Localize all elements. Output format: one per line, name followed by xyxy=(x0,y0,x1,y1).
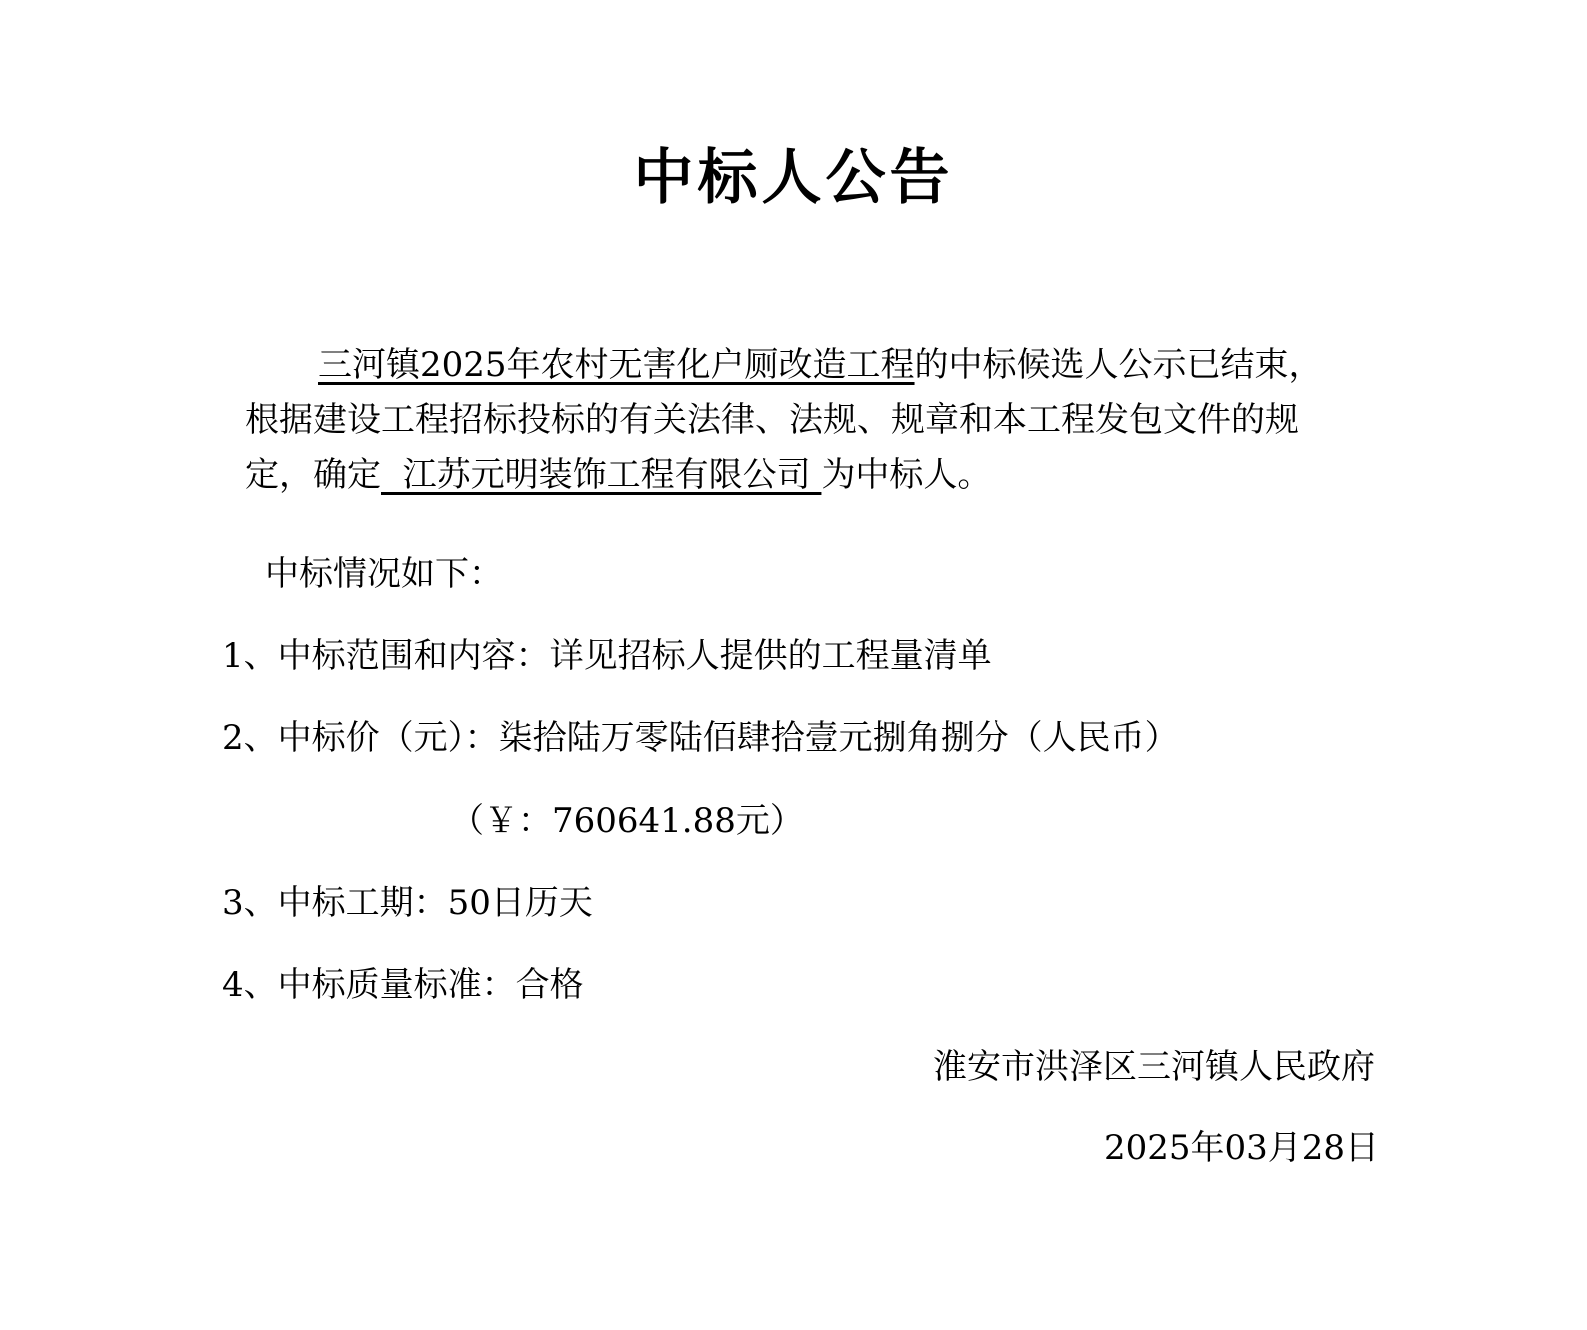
item-label: 3、中标工期： xyxy=(222,883,448,923)
item-price-numeric xyxy=(450,799,804,843)
winner-name: 江苏元明装饰工程有限公司 xyxy=(381,455,822,495)
item-value: 合格 xyxy=(515,965,584,1005)
intro-text-end: 为中标人。 xyxy=(821,455,992,495)
item-duration xyxy=(222,881,593,925)
item-value: 柒拾陆万零陆佰肆拾壹元捌角捌分（人民币） xyxy=(498,718,1179,758)
project-name: 三河镇2025年农村无害化户厕改造工程 xyxy=(318,345,915,385)
issuer: 淮安市洪泽区三河镇人民政府 xyxy=(933,1047,1375,1087)
item-label: 4、中标质量标准： xyxy=(222,965,516,1005)
item-value: 50日历天 xyxy=(447,883,593,923)
item-scope xyxy=(222,634,992,678)
item-quality xyxy=(222,963,584,1007)
item-label: 1、中标范围和内容： xyxy=(222,636,550,676)
page-title: 中标人公告 xyxy=(633,143,954,213)
item-value: 详见招标人提供的工程量清单 xyxy=(549,636,992,676)
summary-heading: 中标情况如下： xyxy=(265,554,503,594)
intro-paragraph xyxy=(245,338,1345,503)
item-value: （￥：760641.88元） xyxy=(450,801,804,841)
intro-text: 的中标候选人公示已结束，根据建设工程招标投标的有关法律、法规、规章和本工程发包文件的规定，确定 xyxy=(245,345,1323,495)
item-label: 2、中标价（元）： xyxy=(222,718,499,758)
item-price xyxy=(222,716,1179,760)
issue-date: 2025年03月28日 xyxy=(1103,1128,1379,1168)
